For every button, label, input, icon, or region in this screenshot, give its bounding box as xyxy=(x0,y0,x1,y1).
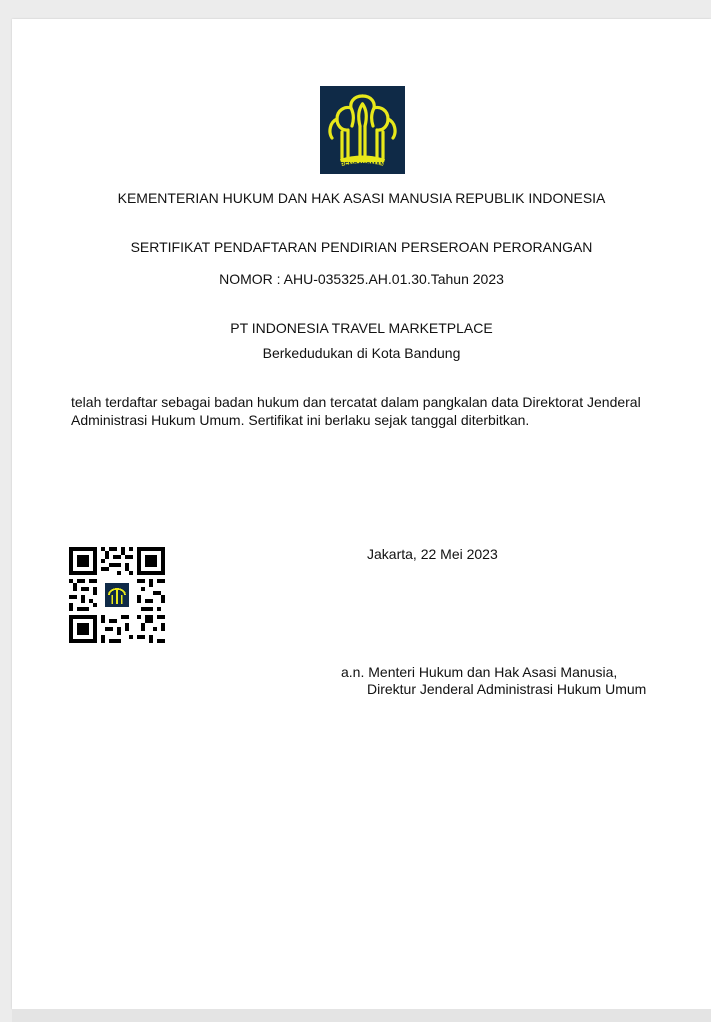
ministry-heading: KEMENTERIAN HUKUM DAN HAK ASASI MANUSIA REPUBLIK INDONESIA xyxy=(117,190,606,206)
company-name: PT INDONESIA TRAVEL MARKETPLACE xyxy=(230,320,493,336)
company-seat: Berkedudukan di Kota Bandung xyxy=(262,345,461,361)
registration-statement: telah terdaftar sebagai badan hukum dan tercatat dalam pangkalan data Direktorat Jenderal Administrasi Hukum Umum. Sertifikat ini berlaku sejak tanggal diterbitkan. xyxy=(71,394,641,428)
qr-code-icon xyxy=(69,547,165,643)
place-and-date: Jakarta, 22 Mei 2023 xyxy=(367,546,498,562)
signatory-line-1: a.n. Menteri Hukum dan Hak Asasi Manusia, xyxy=(341,664,618,680)
certificate-page xyxy=(12,19,711,1009)
certificate-title: SERTIFIKAT PENDAFTARAN PENDIRIAN PERSEROAN PERORANGAN xyxy=(130,239,593,255)
viewer-bottom-edge xyxy=(12,1009,711,1022)
pengayoman-emblem-icon xyxy=(320,86,405,174)
signatory-line-2: Direktur Jenderal Administrasi Hukum Umum xyxy=(367,681,647,697)
emblem-label: PENGAYOMAN xyxy=(340,161,385,169)
certificate-number: NOMOR : AHU-035325.AH.01.30.Tahun 2023 xyxy=(219,271,504,287)
